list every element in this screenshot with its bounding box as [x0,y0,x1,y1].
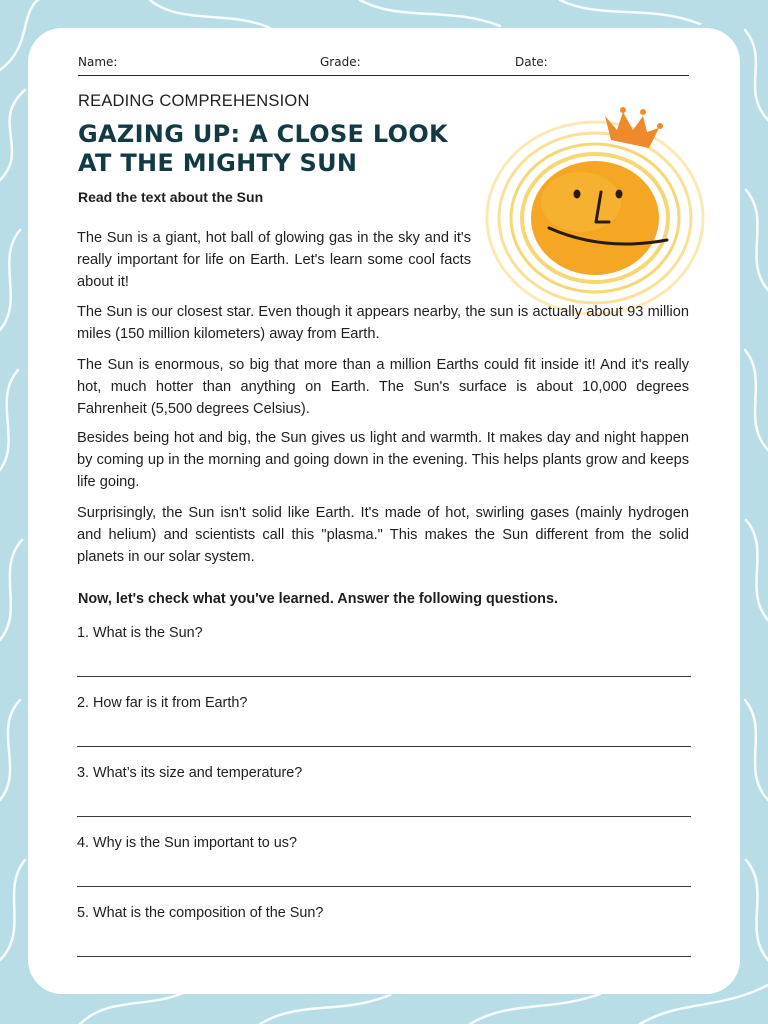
date-label: Date: [515,55,548,69]
name-label: Name: [78,55,118,69]
header-underline[interactable] [78,75,689,76]
question-5: 5. What is the composition of the Sun? [77,905,324,921]
question-2: 2. How far is it from Earth? [77,695,248,711]
answer-line-2[interactable] [77,746,691,747]
header-fields [78,55,689,75]
paragraph-size-temperature: The Sun is enormous, so big that more than a million Earths could fit inside it! And it's really hot, much hotter than anything on Earth. The Sun's surface is about 10,000 degrees Fahrenheit (5,500 degrees Celsius). [77,357,689,417]
quiz-prompt: Now, let's check what you've learned. Answer the following questions. [78,591,558,607]
sun-illustration [483,94,715,326]
question-3: 3. What’s its size and temperature? [77,765,303,781]
grade-label: Grade: [320,55,361,69]
reading-instruction: Read the text about the Sun [78,189,264,205]
question-1: 1. What is the Sun? [77,625,203,641]
paragraph-composition: Surprisingly, the Sun isn't solid like Earth. It's made of hot, swirling gases (mainly hydrogen and helium) and scientists call this "plasma." This makes the Sun different from the solid planets in our solar system. [77,505,689,565]
answer-line-4[interactable] [77,886,691,887]
paragraph-distance: The Sun is our closest star. Even though it appears nearby, the sun is actually about 93 million miles (150 million kilometers) away from Earth. [77,304,689,342]
title-line: GAZING UP: A CLOSE LOOK [78,120,448,148]
answer-line-1[interactable] [77,676,691,677]
answer-line-3[interactable] [77,816,691,817]
page-title [78,120,468,178]
answer-line-5[interactable] [77,956,691,957]
paragraph-intro: The Sun is a giant, hot ball of glowing gas in the sky and it's really important for life on Earth. Let's learn some cool facts about it! [77,230,471,290]
paragraph-importance: Besides being hot and big, the Sun gives us light and warmth. It makes day and night happen by coming up in the morning and going down in the evening. This helps plants grow and keeps life going. [77,430,689,490]
section-kicker: READING COMPREHENSION [78,92,310,110]
title-line: AT THE MIGHTY SUN [78,149,358,177]
question-4: 4. Why is the Sun important to us? [77,835,297,851]
worksheet-card [28,28,740,994]
